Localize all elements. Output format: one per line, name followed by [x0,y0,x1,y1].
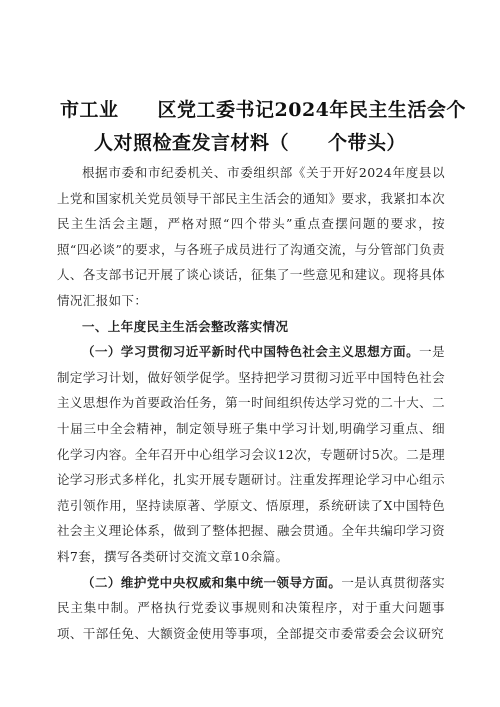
item-2-heading: （二）维护党中央权威和集中统一领导方面。 [82,574,342,590]
item-2-body: 一是认真贯彻落实民主集中制。严格执行党委议事规则和决策程序，对于重大问题事项、干部任免、大额资金使用等事项，全部提交市委常委会会议研究 [57,574,445,641]
section-heading: 一、上年度民主生活会整改落实情况 [82,318,289,334]
item-1-paragraph [57,339,445,569]
intro-paragraph: 根据市委和市纪委机关、市委组织部《关于开好2024年度县以上党和国家机关党员领导干部民主生活会的通知》要求，我紧扣本次民主生活会主题，严格对照“四个带头”重点查摆问题的要求，按照“四必谈”的要求，与各班子成员进行了沟通交流，与分管部门负责人、各支部书记开展了谈心谈话，征集了一些意见和建议。现将具体情况汇报如下： [57,165,445,308]
item-2-paragraph [57,570,445,647]
document-body [57,160,445,646]
item-1-body: 一是制定学习计划，做好领学促学。坚持把学习贯彻习近平中国特色社会主义思想作为首要政治任务，第一时间组织传达学习党的二十大、二十届三中全会精神，制定领导班子集中学习计划,明确学习重点、细化学习内容。全年召开中心组学习会议12次，专题研讨5次。二是理论学习形式多样化，扎实开展专题研讨。注重发挥理论学习中心组示范引领作用，坚持读原著、学原文、悟原理，系统研读了X中国特色社会主义理论体系，做到了整体把握、融会贯通。全年共编印学习资料7套，撰写各类研讨交流文章10余篇。 [57,344,445,564]
document-title-line-2: 人对照检查发言材料（ 个带头） [93,132,406,154]
item-1-heading: （一）学习贯彻习近平新时代中国特色社会主义思想方面。 [82,344,420,360]
document-title-line-1: 市工业 区党工委书记2024年民主生活会个 [60,99,466,121]
